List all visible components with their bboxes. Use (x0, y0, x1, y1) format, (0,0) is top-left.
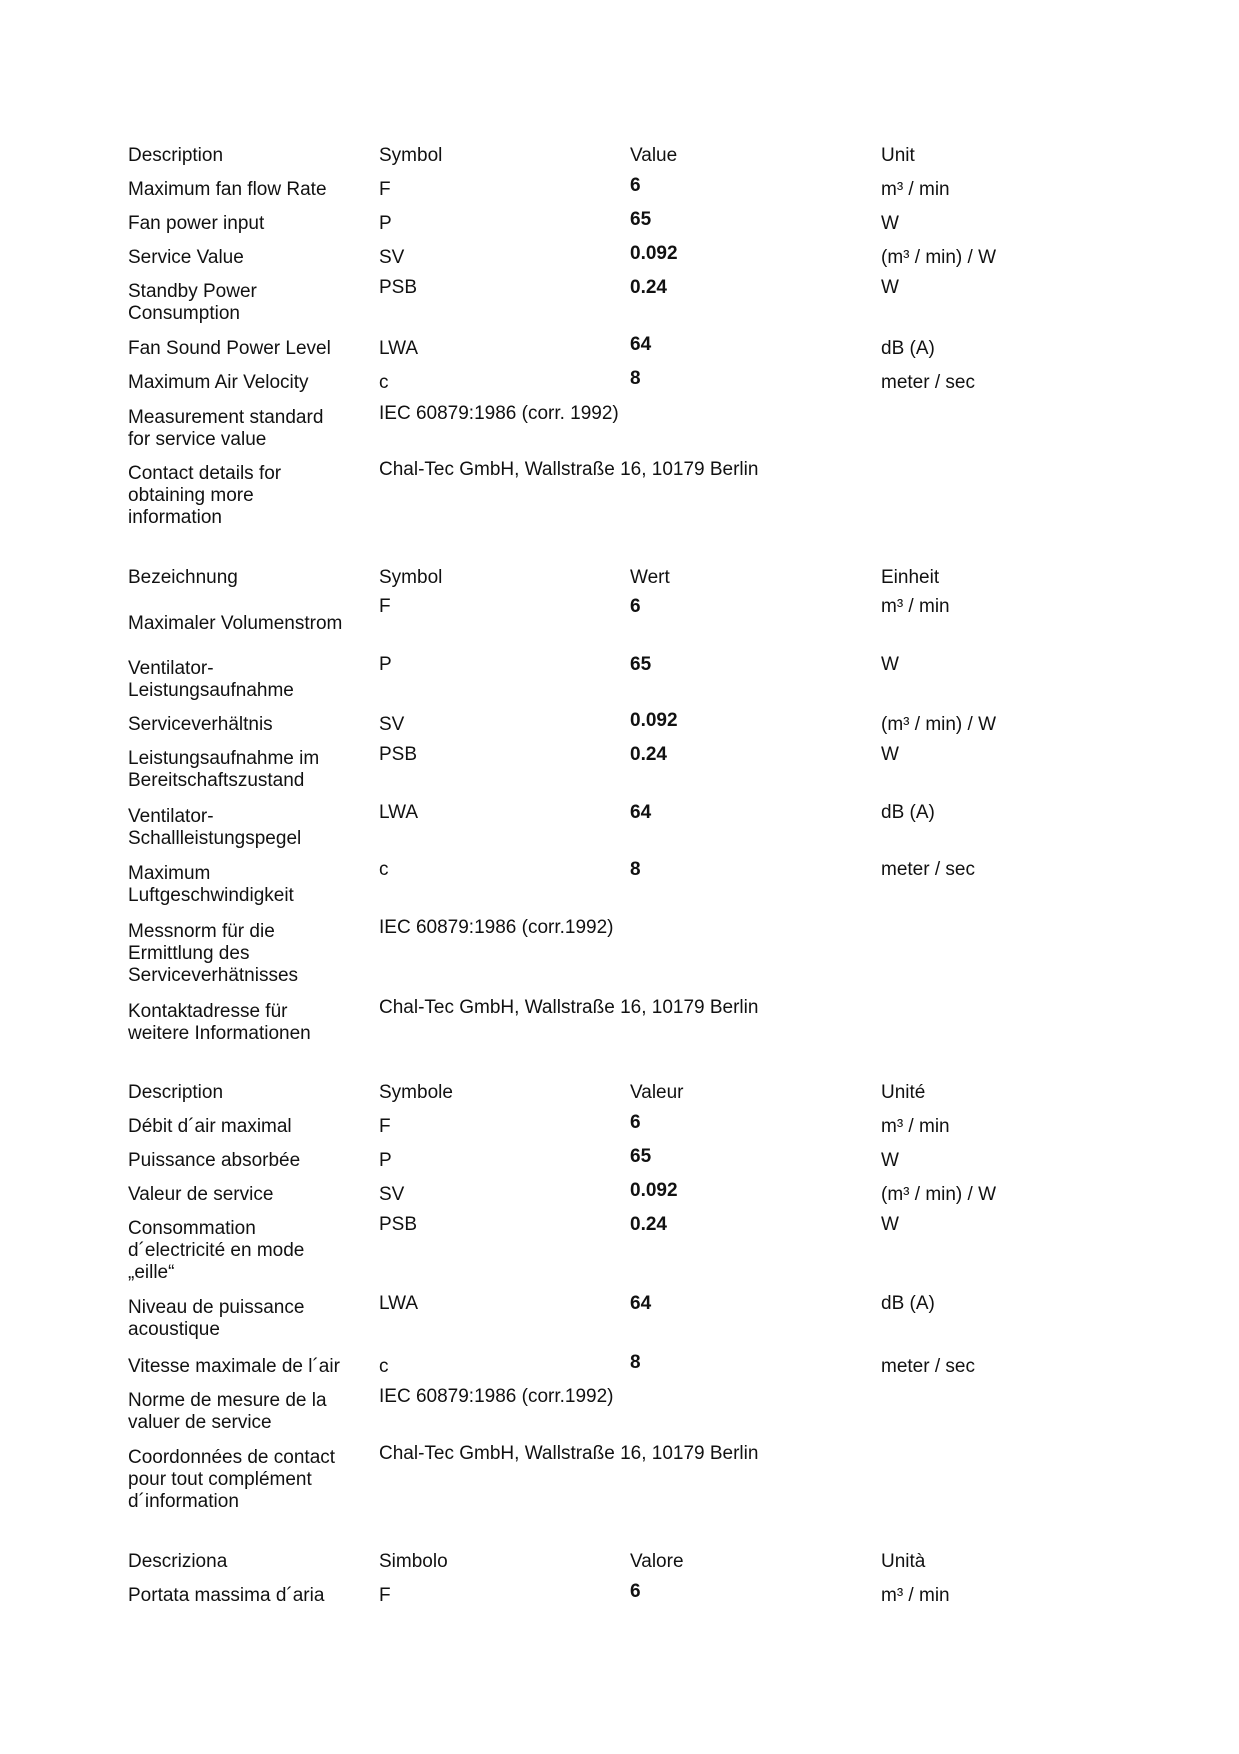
standard-text: IEC 60879:1986 (corr.1992) (379, 1386, 614, 1407)
row-value: 6 (630, 1112, 641, 1133)
row-unit: m³ / min (881, 1585, 950, 1606)
row-symbol: SV (379, 247, 405, 268)
row-value: 6 (630, 596, 641, 617)
header-description: Description (128, 145, 224, 166)
header-description: Description (128, 1082, 224, 1103)
header-value: Wert (630, 567, 670, 588)
row-value: 0.092 (630, 710, 678, 731)
row-description: Consommation d´electricité en mode „eille“ (128, 1218, 305, 1283)
row-value: 8 (630, 368, 641, 389)
row-description: Fan power input (128, 213, 265, 234)
contact-text: Chal-Tec GmbH, Wallstraße 16, 10179 Berlin (379, 459, 759, 480)
row-description: Standby Power Consumption (128, 281, 257, 324)
row-symbol: c (379, 859, 389, 880)
row-symbol: LWA (379, 1293, 419, 1314)
header-description: Descriziona (128, 1551, 228, 1572)
row-unit: m³ / min (881, 1116, 950, 1137)
header-value: Valore (630, 1551, 684, 1572)
row-description: Valeur de service (128, 1184, 274, 1205)
row-symbol: c (379, 1356, 389, 1377)
row-value: 65 (630, 1146, 652, 1167)
row-description: Measurement standard for service value (128, 407, 324, 450)
row-description: Serviceverhältnis (128, 714, 273, 735)
row-description: Portata massima d´aria (128, 1585, 325, 1606)
row-unit: meter / sec (881, 372, 975, 393)
row-unit: dB (A) (881, 1293, 935, 1314)
row-description: Leistungsaufnahme im Bereitschaftszustand (128, 748, 320, 791)
row-symbol: PSB (379, 744, 418, 765)
header-value: Valeur (630, 1082, 684, 1103)
row-symbol: F (379, 1585, 391, 1606)
row-unit: W (881, 213, 899, 234)
row-unit: (m³ / min) / W (881, 714, 997, 735)
contact-text: Chal-Tec GmbH, Wallstraße 16, 10179 Berlin (379, 1443, 759, 1464)
row-symbol: LWA (379, 338, 419, 359)
row-unit: W (881, 654, 899, 675)
row-description: Fan Sound Power Level (128, 338, 331, 359)
row-description: Service Value (128, 247, 244, 268)
row-unit: m³ / min (881, 179, 950, 200)
row-value: 64 (630, 802, 652, 823)
row-symbol: P (379, 654, 392, 675)
row-symbol: SV (379, 714, 405, 735)
row-value: 64 (630, 1293, 652, 1314)
row-description: Niveau de puissance acoustique (128, 1297, 305, 1340)
header-symbol: Symbol (379, 567, 443, 588)
row-description: Maximum Luftgeschwindigkeit (128, 863, 294, 906)
row-unit: meter / sec (881, 859, 975, 880)
row-value: 64 (630, 334, 652, 355)
row-symbol: F (379, 596, 391, 617)
row-description: Débit d´air maximal (128, 1116, 292, 1137)
header-unit: Unità (881, 1551, 926, 1572)
row-description: Ventilator- Schallleistungspegel (128, 806, 302, 849)
row-description: Maximum Air Velocity (128, 372, 309, 393)
row-symbol: F (379, 1116, 391, 1137)
row-symbol: P (379, 213, 392, 234)
row-value: 8 (630, 859, 641, 880)
row-symbol: PSB (379, 1214, 418, 1235)
row-value: 65 (630, 654, 652, 675)
row-value: 65 (630, 209, 652, 230)
standard-text: IEC 60879:1986 (corr. 1992) (379, 403, 619, 424)
row-description: Ventilator- Leistungsaufnahme (128, 658, 294, 701)
row-value: 0.092 (630, 1180, 678, 1201)
row-description: Maximum fan flow Rate (128, 179, 327, 200)
row-description: Vitesse maximale de l´air (128, 1356, 340, 1377)
header-symbol: Symbole (379, 1082, 453, 1103)
row-unit: W (881, 1150, 899, 1171)
row-description: Maximaler Volumenstrom (128, 613, 343, 634)
row-unit: W (881, 744, 899, 765)
row-value: 6 (630, 175, 641, 196)
header-unit: Einheit (881, 567, 940, 588)
row-description: Kontaktadresse für weitere Informationen (128, 1001, 311, 1044)
row-unit: m³ / min (881, 596, 950, 617)
row-description: Contact details for obtaining more information (128, 463, 282, 528)
row-symbol: SV (379, 1184, 405, 1205)
row-unit: meter / sec (881, 1356, 975, 1377)
header-symbol: Simbolo (379, 1551, 448, 1572)
row-unit: W (881, 1214, 899, 1235)
row-symbol: c (379, 372, 389, 393)
row-value: 0.092 (630, 243, 678, 264)
header-unit: Unité (881, 1082, 926, 1103)
row-unit: (m³ / min) / W (881, 247, 997, 268)
row-description: Norme de mesure de la valuer de service (128, 1390, 327, 1433)
row-description: Puissance absorbée (128, 1150, 301, 1171)
standard-text: IEC 60879:1986 (corr.1992) (379, 917, 614, 938)
row-symbol: P (379, 1150, 392, 1171)
row-symbol: F (379, 179, 391, 200)
row-unit: dB (A) (881, 802, 935, 823)
header-symbol: Symbol (379, 145, 443, 166)
row-value: 6 (630, 1581, 641, 1602)
contact-text: Chal-Tec GmbH, Wallstraße 16, 10179 Berlin (379, 997, 759, 1018)
row-value: 0.24 (630, 277, 667, 298)
row-value: 0.24 (630, 1214, 667, 1235)
row-symbol: LWA (379, 802, 419, 823)
row-description: Coordonnées de contact pour tout complément d´information (128, 1447, 336, 1512)
row-value: 8 (630, 1352, 641, 1373)
header-value: Value (630, 145, 678, 166)
row-value: 0.24 (630, 744, 667, 765)
row-unit: (m³ / min) / W (881, 1184, 997, 1205)
row-unit: dB (A) (881, 338, 935, 359)
row-symbol: PSB (379, 277, 418, 298)
row-unit: W (881, 277, 899, 298)
row-description: Messnorm für die Ermittlung des Serviceverhätnisses (128, 921, 299, 986)
header-description: Bezeichnung (128, 567, 238, 588)
header-unit: Unit (881, 145, 915, 166)
